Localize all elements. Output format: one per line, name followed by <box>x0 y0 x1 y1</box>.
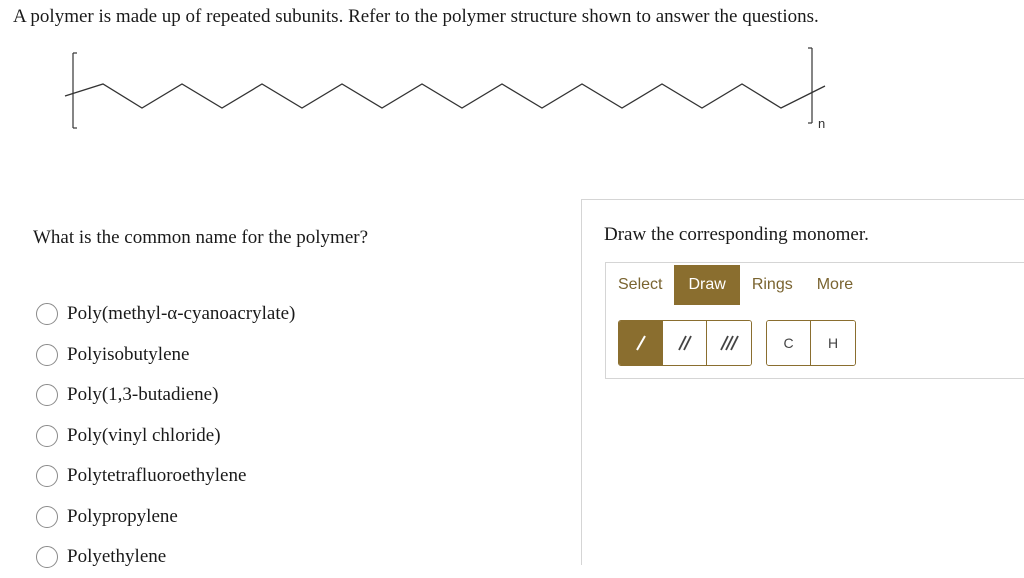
option-label: Polytetrafluoroethylene <box>67 465 247 487</box>
radio-button[interactable] <box>36 506 58 528</box>
double-bond-icon <box>675 333 695 353</box>
triple-bond-icon <box>718 333 740 353</box>
option-polyisobutylene[interactable] <box>36 335 295 376</box>
double-bond-button[interactable] <box>663 321 707 365</box>
option-polytetrafluoroethylene[interactable] <box>36 456 295 497</box>
atom-tools <box>766 320 856 366</box>
option-polypropylene[interactable] <box>36 497 295 538</box>
option-poly-methyl-cyanoacrylate[interactable] <box>36 294 295 335</box>
question-text: What is the common name for the polymer? <box>33 227 369 248</box>
option-poly-butadiene[interactable] <box>36 375 295 416</box>
polymer-structure <box>60 46 840 141</box>
triple-bond-button[interactable] <box>707 321 751 365</box>
option-label: Poly(vinyl chloride) <box>67 424 221 446</box>
radio-button[interactable] <box>36 344 58 366</box>
tab-more[interactable]: More <box>816 276 854 293</box>
radio-button[interactable] <box>36 465 58 487</box>
editor-toolbar <box>618 320 856 366</box>
option-label: Poly(1,3-butadiene) <box>67 384 219 406</box>
draw-title: Draw the corresponding monomer. <box>604 224 869 245</box>
repeat-subscript: n <box>818 116 826 131</box>
atom-carbon-button[interactable]: C <box>767 321 811 365</box>
prompt-text: A polymer is made up of repeated subunits. Refer to the polymer structure shown to answer the questions. <box>13 6 819 27</box>
option-label: Polyethylene <box>67 546 167 568</box>
answer-options <box>36 294 295 578</box>
single-bond-button[interactable] <box>619 321 663 365</box>
radio-button[interactable] <box>36 425 58 447</box>
molecule-editor <box>605 262 1024 379</box>
option-label: Poly(methyl-α-cyanoacrylate) <box>67 303 296 325</box>
tab-rings[interactable]: Rings <box>751 276 793 293</box>
option-polyethylene[interactable] <box>36 537 295 578</box>
radio-button[interactable] <box>36 384 58 406</box>
draw-panel <box>581 199 1024 565</box>
editor-tabs <box>606 265 865 305</box>
option-label: Polypropylene <box>67 505 178 527</box>
option-poly-vinyl-chloride[interactable] <box>36 416 295 457</box>
atom-hydrogen-button[interactable]: H <box>811 321 855 365</box>
bond-tools <box>618 320 752 366</box>
tab-draw[interactable]: Draw <box>674 265 739 305</box>
radio-button[interactable] <box>36 303 58 325</box>
option-label: Polyisobutylene <box>67 343 190 365</box>
tab-select[interactable]: Select <box>618 276 663 293</box>
single-bond-icon <box>631 333 651 353</box>
